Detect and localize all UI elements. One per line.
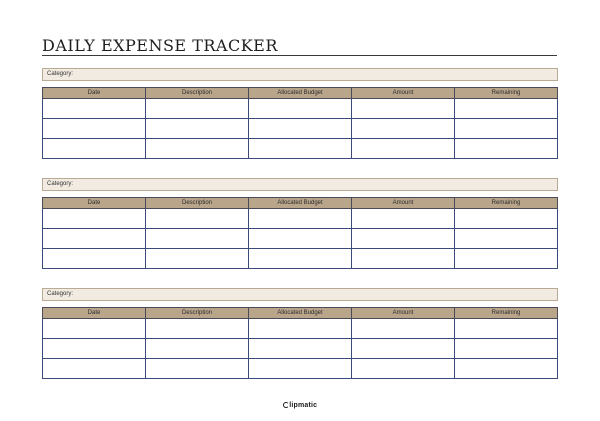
category-field[interactable] <box>42 68 558 81</box>
table-cell[interactable] <box>146 359 249 379</box>
table-cell[interactable] <box>455 229 558 249</box>
column-header-date: Date <box>43 198 146 209</box>
table-row <box>43 339 558 359</box>
table-cell[interactable] <box>455 319 558 339</box>
table-cell[interactable] <box>352 319 455 339</box>
table-row <box>43 139 558 159</box>
table-cell[interactable] <box>352 249 455 269</box>
table-cell[interactable] <box>352 139 455 159</box>
table-cell[interactable] <box>352 209 455 229</box>
category-label: Category: <box>47 291 74 297</box>
expense-section <box>42 288 558 379</box>
table-cell[interactable] <box>455 99 558 119</box>
table-header-row <box>43 198 558 209</box>
column-header-amount: Amount <box>352 308 455 319</box>
logo-c-icon <box>283 402 289 408</box>
table-row <box>43 99 558 119</box>
column-header-remaining: Remaining <box>455 88 558 99</box>
table-cell[interactable] <box>352 359 455 379</box>
table-cell[interactable] <box>455 339 558 359</box>
table-header-row <box>43 308 558 319</box>
expense-section <box>42 68 558 159</box>
table-row <box>43 119 558 139</box>
table-cell[interactable] <box>146 249 249 269</box>
column-header-remaining: Remaining <box>455 308 558 319</box>
table-cell[interactable] <box>455 249 558 269</box>
expense-table <box>42 87 558 159</box>
table-cell[interactable] <box>249 209 352 229</box>
table-cell[interactable] <box>43 249 146 269</box>
table-cell[interactable] <box>352 229 455 249</box>
table-cell[interactable] <box>455 209 558 229</box>
table-cell[interactable] <box>43 119 146 139</box>
table-row <box>43 359 558 379</box>
table-cell[interactable] <box>352 119 455 139</box>
table-cell[interactable] <box>249 139 352 159</box>
table-cell[interactable] <box>249 119 352 139</box>
table-row <box>43 229 558 249</box>
category-field[interactable] <box>42 288 558 301</box>
column-header-amount: Amount <box>352 88 455 99</box>
table-header-row <box>43 88 558 99</box>
column-header-description: Description <box>146 88 249 99</box>
table-cell[interactable] <box>249 229 352 249</box>
table-cell[interactable] <box>455 359 558 379</box>
page-title: DAILY EXPENSE TRACKER <box>42 36 278 55</box>
table-cell[interactable] <box>455 119 558 139</box>
category-label: Category: <box>47 181 74 187</box>
table-cell[interactable] <box>146 139 249 159</box>
table-cell[interactable] <box>43 229 146 249</box>
column-header-description: Description <box>146 308 249 319</box>
column-header-description: Description <box>146 198 249 209</box>
table-cell[interactable] <box>43 99 146 119</box>
table-cell[interactable] <box>146 319 249 339</box>
column-header-amount: Amount <box>352 198 455 209</box>
logo-text: lipmatic <box>289 402 318 409</box>
table-cell[interactable] <box>249 319 352 339</box>
table-cell[interactable] <box>146 99 249 119</box>
table-cell[interactable] <box>43 139 146 159</box>
table-row <box>43 249 558 269</box>
table-row <box>43 319 558 339</box>
table-cell[interactable] <box>43 209 146 229</box>
table-cell[interactable] <box>249 249 352 269</box>
expense-table <box>42 307 558 379</box>
column-header-date: Date <box>43 88 146 99</box>
table-cell[interactable] <box>146 229 249 249</box>
table-cell[interactable] <box>146 119 249 139</box>
brand-logo <box>0 402 600 409</box>
table-cell[interactable] <box>43 339 146 359</box>
column-header-allocated-budget: Allocated Budget <box>249 198 352 209</box>
table-cell[interactable] <box>249 359 352 379</box>
table-cell[interactable] <box>249 99 352 119</box>
table-cell[interactable] <box>43 319 146 339</box>
expense-table <box>42 197 558 269</box>
table-cell[interactable] <box>352 339 455 359</box>
table-cell[interactable] <box>43 359 146 379</box>
category-field[interactable] <box>42 178 558 191</box>
category-label: Category: <box>47 71 74 77</box>
column-header-date: Date <box>43 308 146 319</box>
column-header-allocated-budget: Allocated Budget <box>249 308 352 319</box>
column-header-remaining: Remaining <box>455 198 558 209</box>
table-row <box>43 209 558 229</box>
table-cell[interactable] <box>146 209 249 229</box>
title-divider <box>42 55 557 56</box>
column-header-allocated-budget: Allocated Budget <box>249 88 352 99</box>
table-cell[interactable] <box>352 99 455 119</box>
table-cell[interactable] <box>146 339 249 359</box>
table-cell[interactable] <box>455 139 558 159</box>
table-cell[interactable] <box>249 339 352 359</box>
expense-section <box>42 178 558 269</box>
